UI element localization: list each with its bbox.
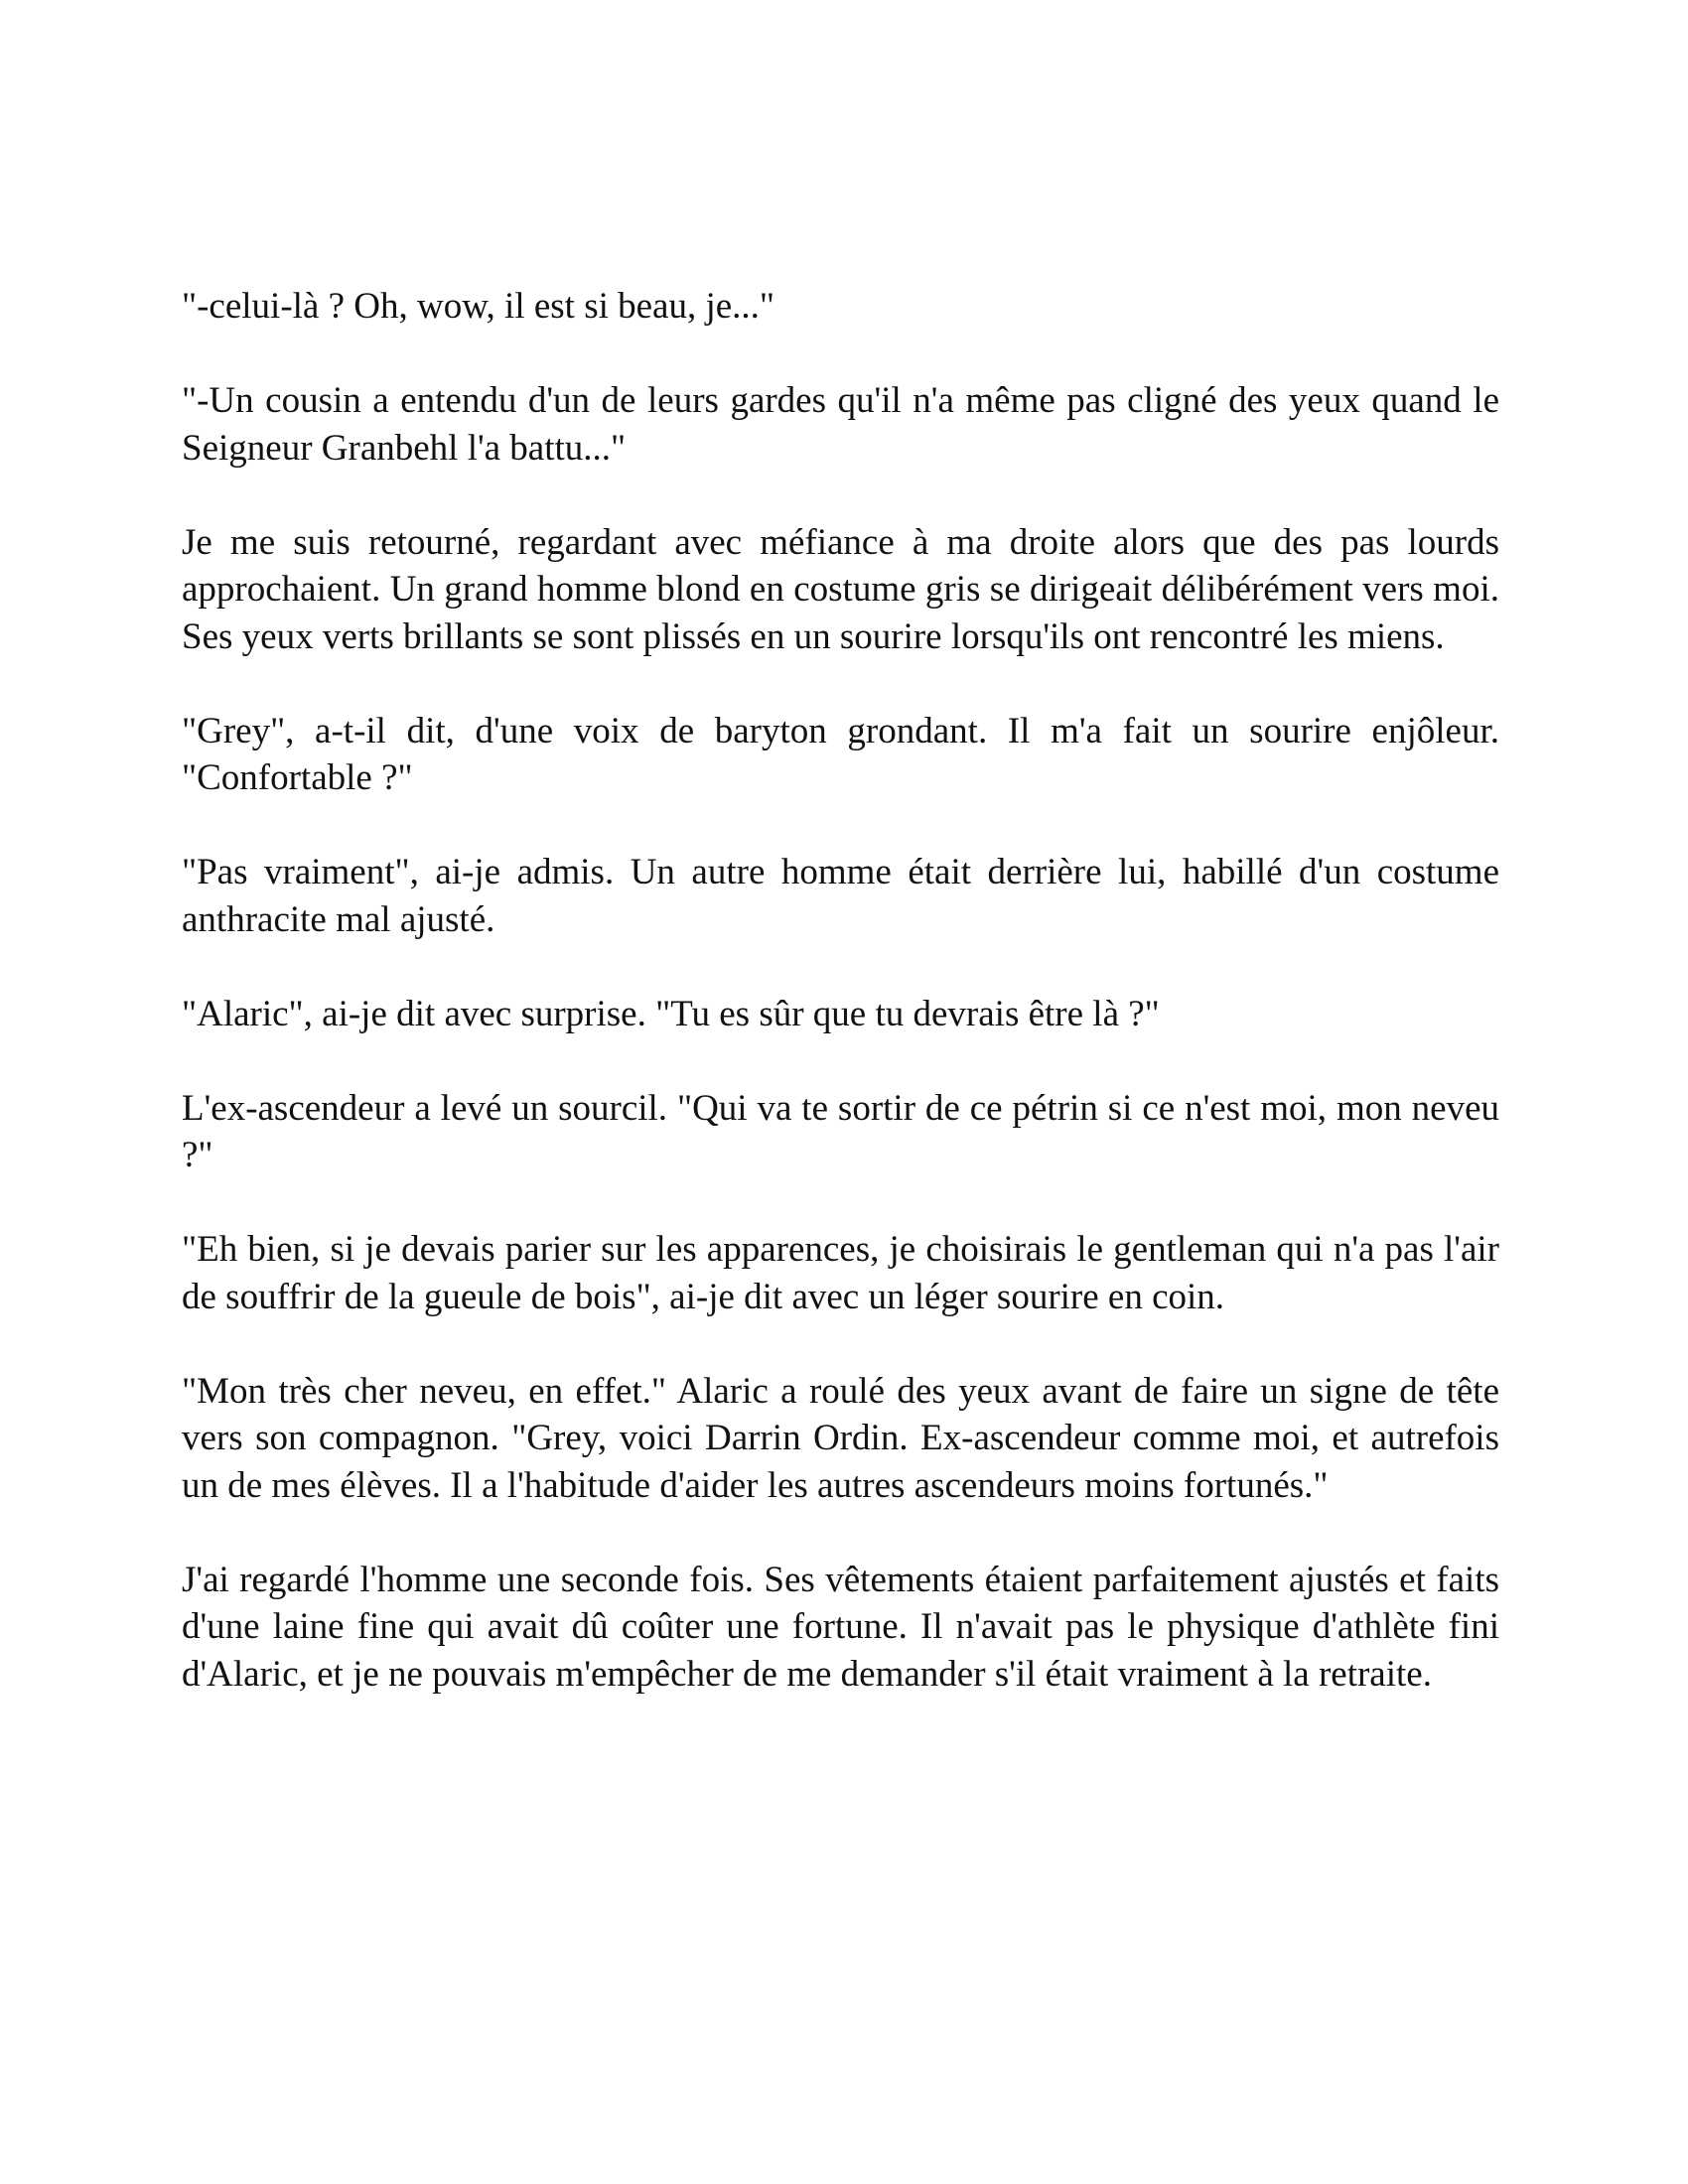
paragraph-9: "Mon très cher neveu, en effet." Alaric a roulé des yeux avant de faire un signe de tête vers son compagnon. "Grey, voici Darrin Ordin. Ex-ascendeur comme moi, et autrefois un de mes élèves. Il a l'habitude d'aider les autres ascendeurs moins fortunés." (182, 1370, 1499, 1506)
paragraph-1: "-celui-là ? Oh, wow, il est si beau, je..." (182, 286, 775, 327)
paragraph-6: "Alaric", ai-je dit avec surprise. "Tu es sûr que tu devrais être là ?" (182, 993, 1160, 1034)
paragraph-8: "Eh bien, si je devais parier sur les apparences, je choisirais le gentleman qui n'a pas l'air de souffrir de la gueule de bois", ai-je dit avec un léger sourire en coin. (182, 1229, 1499, 1317)
paragraph-4: "Grey", a-t-il dit, d'une voix de baryton grondant. Il m'a fait un sourire enjôleur. "Confortable ?" (182, 710, 1499, 798)
paragraph-3: Je me suis retourné, regardant avec méfiance à ma droite alors que des pas lourds approchaient. Un grand homme blond en costume gris se dirigeait délibérément vers moi. Ses yeux verts brillants se sont plissés en un sourire lorsqu'ils ont rencontré les miens. (182, 521, 1499, 657)
document-body (182, 283, 1499, 1745)
paragraph-5: "Pas vraiment", ai-je admis. Un autre homme était derrière lui, habillé d'un costume anthracite mal ajusté. (182, 852, 1499, 940)
paragraph-10: J'ai regardé l'homme une seconde fois. Ses vêtements étaient parfaitement ajustés et faits d'une laine fine qui avait dû coûter une fortune. Il n'avait pas le physique d'athlète fini d'Alaric, et je ne pouvais m'empêcher de me demander s'il était vraiment à la retraite. (182, 1559, 1499, 1695)
paragraph-2: "-Un cousin a entendu d'un de leurs gardes qu'il n'a même pas cligné des yeux quand le Seigneur Granbehl l'a battu..." (182, 380, 1499, 469)
paragraph-7: L'ex-ascendeur a levé un sourcil. "Qui va te sortir de ce pétrin si ce n'est moi, mon neveu ?" (182, 1087, 1499, 1175)
